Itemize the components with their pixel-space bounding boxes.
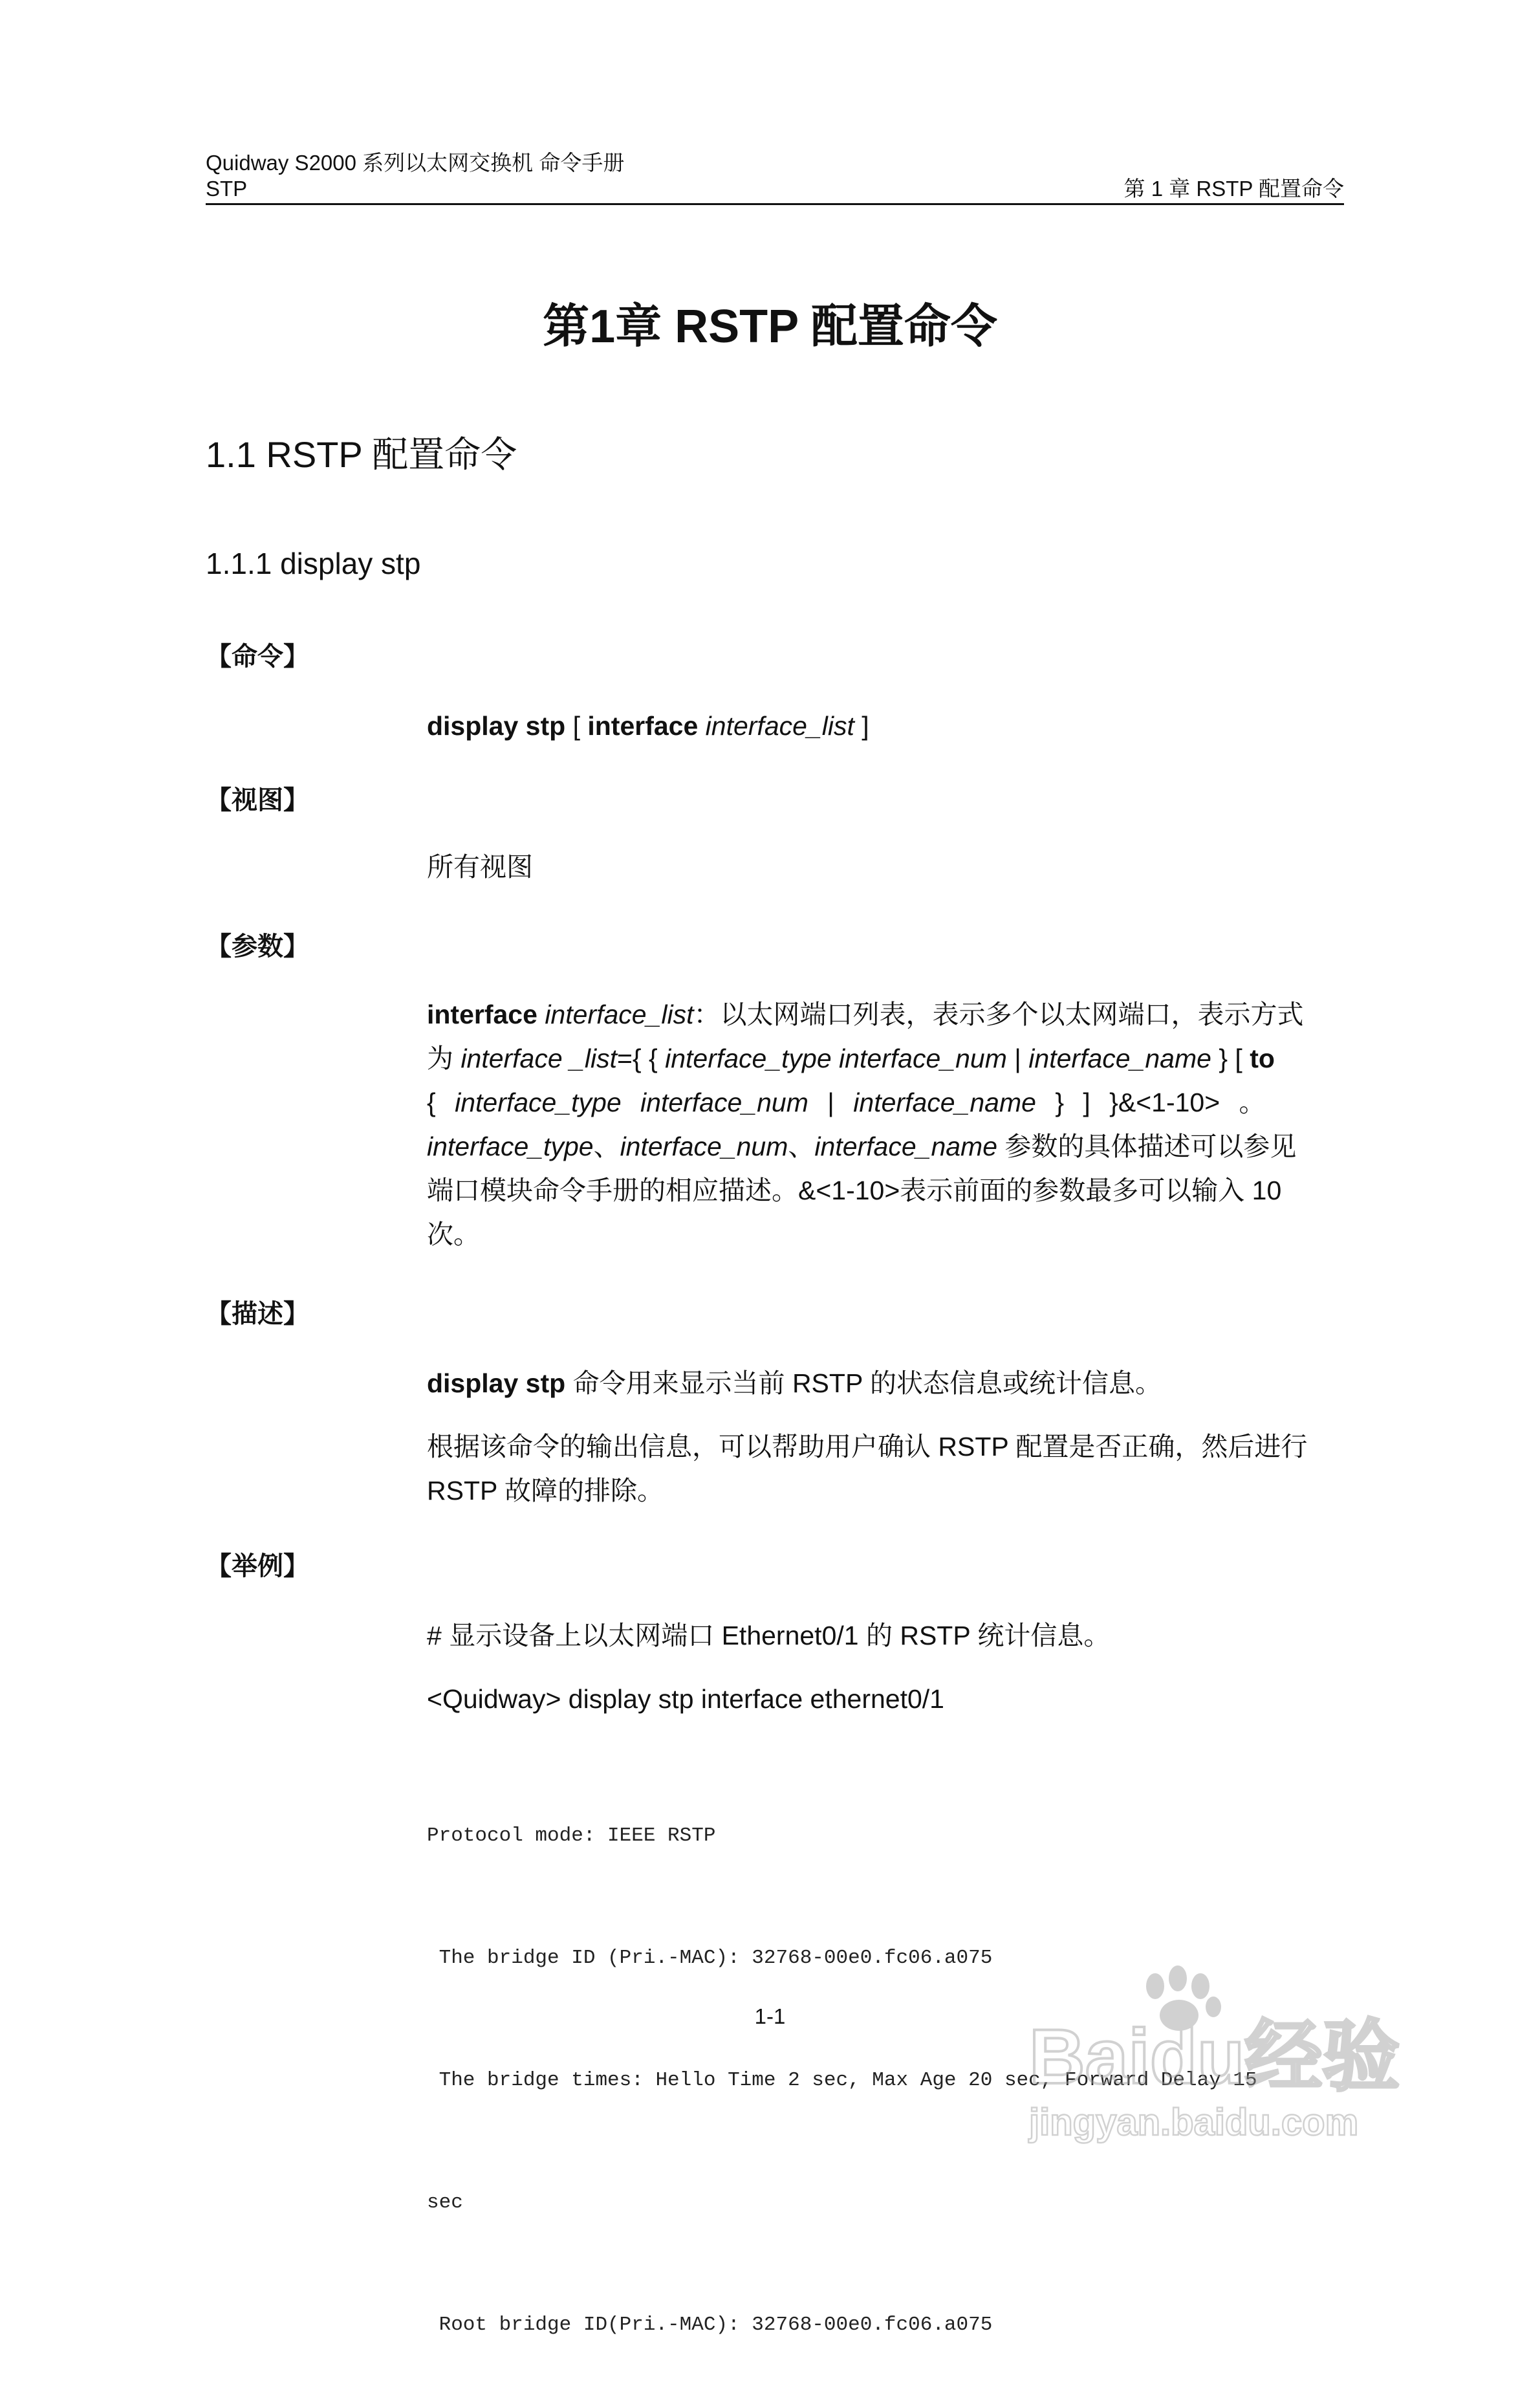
command-arg: interface_list (698, 711, 854, 741)
example-prompt: <Quidway> display stp interface ethernet0/1 (427, 1684, 944, 1714)
params-line-2: 为 interface _list={ { interface_type interface_num | interface_name } [ to (427, 1044, 1275, 1073)
output-line: The bridge times: Hello Time 2 sec, Max Age 20 sec, Forward Delay 15 (427, 2069, 1257, 2092)
output-line: Protocol mode: IEEE RSTP (427, 1824, 716, 1847)
subsection-title: 1.1.1 display stp (206, 547, 421, 580)
desc-p2: 根据该命令的输出信息，可以帮助用户确认 RSTP 配置是否正确，然后进行 RSTP 故障的排除。 (427, 1432, 1308, 1505)
label-params: 【参数】 (206, 932, 309, 961)
command-interface-keyword: interface (587, 711, 699, 741)
header-chapter: 第 1 章 RSTP 配置命令 (1123, 177, 1344, 201)
section-title: 1.1 RSTP 配置命令 (206, 434, 517, 475)
watermark-brand: Baidu经验 (1029, 2013, 1400, 2100)
page-number: 1-1 (754, 2004, 786, 2028)
baidu-watermark (1023, 1947, 1449, 2148)
watermark-url: jingyan.baidu.com (1029, 2101, 1359, 2143)
params-line-5: 端口模块命令手册的相应描述。&<1-10>表示前面的参数最多可以输入 10 (427, 1176, 1282, 1205)
label-desc: 【描述】 (206, 1300, 309, 1328)
example-comment: # 显示设备上以太网端口 Ethernet0/1 的 RSTP 统计信息。 (427, 1621, 1111, 1650)
output-line: The bridge ID (Pri.-MAC): 32768-00e0.fc06.a075 (427, 1947, 993, 1969)
output-line: Root bridge ID(Pri.-MAC): 32768-00e0.fc06.a075 (427, 2314, 993, 2336)
command-keyword: display stp (427, 711, 566, 741)
command-syntax: display stp [ interface interface_list ] (427, 711, 869, 741)
desc-p1: display stp 命令用来显示当前 RSTP 的状态信息或统计信息。 (427, 1368, 1162, 1398)
label-example: 【举例】 (206, 1552, 309, 1581)
chapter-title: 第1章 RSTP 配置命令 (543, 301, 997, 353)
header-section: STP (206, 177, 248, 201)
params-line-4: interface_type、interface_num、interface_name 参数的具体描述可以参见 (427, 1132, 1297, 1161)
params-line-3: { interface_type interface_num | interface_name } ] }&<1-10> 。 (427, 1088, 1266, 1117)
output-line: sec (427, 2191, 463, 2214)
params-line-6: 次。 (427, 1220, 480, 1249)
params-line-1: interface interface_list：以太网端口列表，表示多个以太网端口，表示方式 (427, 1000, 1304, 1029)
paw-icon (1023, 1947, 1449, 2148)
header-rule (206, 203, 1344, 205)
params-paragraph (427, 992, 1332, 1256)
view-text: 所有视图 (427, 852, 533, 882)
header-title: Quidway S2000 系列以太网交换机 命令手册 (206, 151, 625, 175)
label-command: 【命令】 (206, 642, 309, 671)
label-view: 【视图】 (206, 786, 309, 815)
